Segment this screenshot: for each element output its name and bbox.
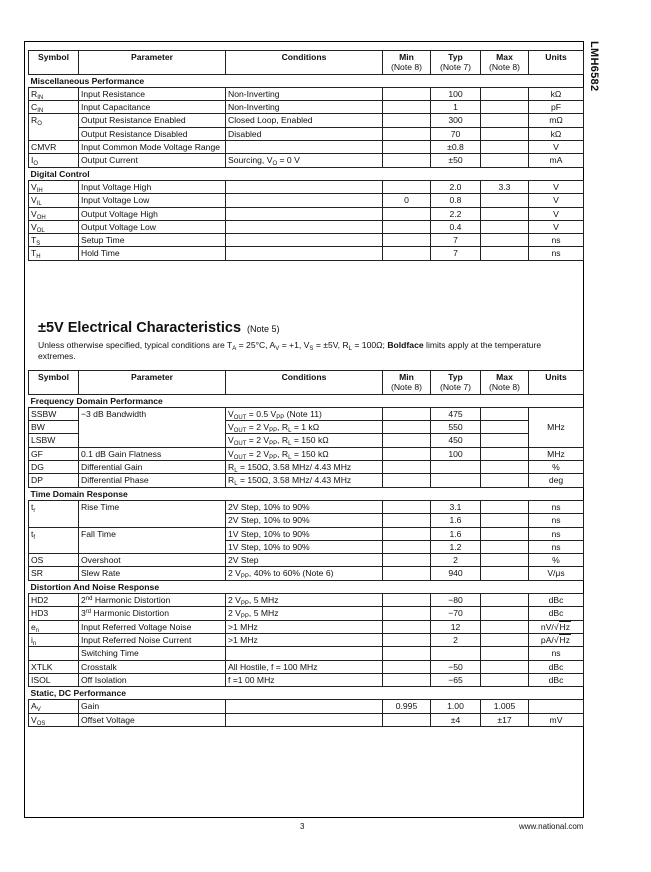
- table-cell: [481, 101, 529, 114]
- table-cell: [431, 647, 481, 660]
- table-cell: HD2: [29, 594, 79, 607]
- table-cell: −65: [431, 673, 481, 686]
- table-cell: $V_{OUT} = 2$ $V_{PP}$, $R_L = 150$ kΩ: [226, 447, 383, 460]
- table-cell: [226, 194, 383, 207]
- table-cell: 300: [431, 114, 481, 127]
- table-cell: $V_{OUT} = 0.5$ $V_{PP}$ (Note 11): [226, 407, 383, 420]
- table-cell: 0.1 dB Gain Flatness: [79, 447, 226, 460]
- table-cell: 2 $V_{PP}$, 5 MHz: [226, 607, 383, 620]
- table-cell: [383, 647, 431, 660]
- table-cell: $V_{OUT} = 2$ $V_{PP}$, $R_L = 150$ kΩ: [226, 434, 383, 447]
- table-cell: >1 MHz: [226, 620, 383, 633]
- table-cell: [226, 180, 383, 193]
- table-cell: GF: [29, 447, 79, 460]
- table-cell: [29, 647, 79, 660]
- table-cell: deg: [529, 474, 584, 487]
- table-cell: Switching Time: [79, 647, 226, 660]
- table-cell: 12: [431, 620, 481, 633]
- table-cell: 0.995: [383, 700, 431, 713]
- table-cell: [481, 607, 529, 620]
- table-cell: [383, 567, 431, 580]
- table-cell: [481, 594, 529, 607]
- table-cell: Parameter: [79, 371, 226, 395]
- table-cell: Overshoot: [79, 554, 226, 567]
- table-cell: OS: [29, 554, 79, 567]
- table-cell: ns: [529, 500, 584, 513]
- table-cell: [481, 434, 529, 447]
- table-row: [29, 620, 584, 633]
- table-cell: [481, 633, 529, 646]
- table-cell: 100: [431, 87, 481, 100]
- table-cell: [481, 660, 529, 673]
- table-cell: %: [529, 554, 584, 567]
- table-cell: 2 $V_{PP}$, 40% to 60% (Note 6): [226, 567, 383, 580]
- table-row: [29, 87, 584, 100]
- table-cell: ISOL: [29, 673, 79, 686]
- table-cell: [226, 247, 383, 260]
- table-row: [29, 500, 584, 513]
- table-cell: Output Current: [79, 154, 226, 167]
- section-digital-control: Digital Control: [29, 167, 584, 180]
- table-cell: Gain: [79, 700, 226, 713]
- table-cell: 1.005: [481, 700, 529, 713]
- section-title: ±5V Electrical Characteristics (Note 5): [38, 320, 280, 336]
- table-cell: [481, 647, 529, 660]
- table-cell: [481, 500, 529, 513]
- table-row: [29, 673, 584, 686]
- table-cell: [481, 620, 529, 633]
- table-cell: 2nd Harmonic Distortion: [79, 594, 226, 607]
- table-cell: $C_{IN}$: [29, 101, 79, 114]
- table-cell: [481, 527, 529, 540]
- table-cell: 0: [383, 194, 431, 207]
- table-cell: >1 MHz: [226, 633, 383, 646]
- table-row: [29, 713, 584, 726]
- table-cell: [226, 220, 383, 233]
- table-row: [29, 527, 584, 540]
- table-cell: Input Referred Voltage Noise: [79, 620, 226, 633]
- table-cell: [481, 540, 529, 553]
- table-cell: ±4: [431, 713, 481, 726]
- table-cell: ns: [529, 247, 584, 260]
- table-cell: 2 $V_{PP}$, 5 MHz: [226, 594, 383, 607]
- table-cell: Conditions: [226, 371, 383, 395]
- table-cell: [226, 207, 383, 220]
- table-cell: [383, 154, 431, 167]
- table-row: [29, 633, 584, 646]
- table-cell: [383, 220, 431, 233]
- table-cell: [383, 554, 431, 567]
- table-cell: [431, 461, 481, 474]
- table-cell: [431, 474, 481, 487]
- table-row: [29, 660, 584, 673]
- table-cell: pA/√Hz: [529, 633, 584, 646]
- header-conditions: Conditions: [226, 51, 383, 75]
- table-cell: [481, 567, 529, 580]
- table-cell: 3.3: [481, 180, 529, 193]
- table-row: [29, 407, 584, 420]
- table-cell: [383, 713, 431, 726]
- table-cell: Input Referred Noise Current: [79, 633, 226, 646]
- table-cell: 1.6: [431, 514, 481, 527]
- table-cell: dBc: [529, 607, 584, 620]
- table-row: [29, 220, 584, 233]
- table-row: [29, 194, 584, 207]
- table-cell: ±0.8: [431, 141, 481, 154]
- header-symbol: Symbol: [29, 51, 79, 75]
- table-cell: 1.6: [431, 527, 481, 540]
- table-cell: pF: [529, 101, 584, 114]
- table-cell: 1V Step, 10% to 90%: [226, 540, 383, 553]
- table-cell: [383, 594, 431, 607]
- table-cell: Sourcing, $V_O = 0$ V: [226, 154, 383, 167]
- table-cell: 450: [431, 434, 481, 447]
- table-cell: $V_{OUT} = 2$ $V_{PP}$, $R_L = 1$ kΩ: [226, 421, 383, 434]
- table-row: [29, 247, 584, 260]
- table-cell: [383, 114, 431, 127]
- table-cell: Rise Time: [79, 500, 226, 527]
- table-cell: V: [529, 194, 584, 207]
- table-cell: [481, 554, 529, 567]
- table-cell: [481, 247, 529, 260]
- table-cell: Input Common Mode Voltage Range: [79, 141, 226, 154]
- table-cell: [481, 447, 529, 460]
- table-cell: [383, 607, 431, 620]
- table-cell: mA: [529, 154, 584, 167]
- table-cell: [383, 434, 431, 447]
- table-cell: [226, 713, 383, 726]
- table-cell: 3rd Harmonic Distortion: [79, 607, 226, 620]
- table-cell: Hold Time: [79, 247, 226, 260]
- table-cell: [383, 540, 431, 553]
- table-cell: [481, 127, 529, 140]
- table-cell: [383, 127, 431, 140]
- table-cell: Units: [529, 371, 584, 395]
- table-cell: 7: [431, 234, 481, 247]
- table-cell: [226, 234, 383, 247]
- table-cell: SR: [29, 567, 79, 580]
- table-cell: Non-Inverting: [226, 101, 383, 114]
- table-cell: −70: [431, 607, 481, 620]
- table-cell: ns: [529, 514, 584, 527]
- table-cell: $V_{IL}$: [29, 194, 79, 207]
- part-number: LMH6582: [588, 41, 600, 92]
- table-cell: Off Isolation: [79, 673, 226, 686]
- table-cell: V: [529, 141, 584, 154]
- table-cell: $I_O$: [29, 154, 79, 167]
- table-cell: 1.00: [431, 700, 481, 713]
- table-row: [29, 607, 584, 620]
- table-cell: [226, 647, 383, 660]
- table-cell: Setup Time: [79, 234, 226, 247]
- section-distortion-noise: Distortion And Noise Response: [29, 580, 584, 593]
- table-cell: [481, 234, 529, 247]
- table-row: [29, 141, 584, 154]
- table-cell: [383, 141, 431, 154]
- section-frequency-domain: Frequency Domain Performance: [29, 394, 584, 407]
- table-cell: f =1 00 MHz: [226, 673, 383, 686]
- table-cell: [383, 514, 431, 527]
- table-cell: HD3: [29, 607, 79, 620]
- table-cell: −50: [431, 660, 481, 673]
- table-cell: $R_L = 150\Omega$, 3.58 MHz/ 4.43 MHz: [226, 474, 383, 487]
- table-cell: [383, 660, 431, 673]
- table-cell: 475: [431, 407, 481, 420]
- table-cell: $V_{OH}$: [29, 207, 79, 220]
- table-cell: [383, 234, 431, 247]
- table-cell: 2: [431, 554, 481, 567]
- table-cell: kΩ: [529, 127, 584, 140]
- table-cell: [226, 141, 383, 154]
- table-row: [29, 154, 584, 167]
- table-cell: [481, 154, 529, 167]
- table-cell: V/μs: [529, 567, 584, 580]
- table-cell: Disabled: [226, 127, 383, 140]
- table-cell: [481, 114, 529, 127]
- table-row: [29, 114, 584, 127]
- table-cell: [383, 461, 431, 474]
- table-cell: ns: [529, 540, 584, 553]
- table-cell: $V_{OS}$: [29, 713, 79, 726]
- table-row: [29, 461, 584, 474]
- table-cell: 2: [431, 633, 481, 646]
- table-cell: All Hostile, f = 100 MHz: [226, 660, 383, 673]
- page-number: 3: [300, 822, 305, 831]
- table-cell: $i_n$: [29, 633, 79, 646]
- table-cell: Max (Note 8): [481, 371, 529, 395]
- table-cell: SSBW: [29, 407, 79, 420]
- table-cell: [383, 633, 431, 646]
- table-cell: 0.4: [431, 220, 481, 233]
- table-cell: $e_n$: [29, 620, 79, 633]
- table-cell: ns: [529, 647, 584, 660]
- table-cell: ±50: [431, 154, 481, 167]
- table-cell: $t_r$: [29, 500, 79, 527]
- table-cell: [529, 700, 584, 713]
- table-cell: Offset Voltage: [79, 713, 226, 726]
- table-cell: [383, 527, 431, 540]
- spec-table-5v: [28, 370, 584, 727]
- table-cell: [481, 207, 529, 220]
- table-cell: MHz: [529, 407, 584, 447]
- table-cell: dBc: [529, 660, 584, 673]
- table-cell: ns: [529, 527, 584, 540]
- table-cell: [383, 247, 431, 260]
- table-cell: 2.0: [431, 180, 481, 193]
- table-cell: Fall Time: [79, 527, 226, 554]
- table-cell: 0.8: [431, 194, 481, 207]
- table-cell: ±17: [481, 713, 529, 726]
- table-cell: $V_{OL}$: [29, 220, 79, 233]
- table-cell: dBc: [529, 594, 584, 607]
- table-cell: MHz: [529, 447, 584, 460]
- footer-url[interactable]: www.national.com: [519, 822, 584, 831]
- table-cell: $R_{IN}$: [29, 87, 79, 100]
- table-cell: Typ (Note 7): [431, 371, 481, 395]
- table-cell: [383, 500, 431, 513]
- header-units: Units: [529, 51, 584, 75]
- table-cell: XTLK: [29, 660, 79, 673]
- table-cell: %: [529, 461, 584, 474]
- table-cell: 1.2: [431, 540, 481, 553]
- table-cell: 70: [431, 127, 481, 140]
- table-cell: Output Resistance Disabled: [79, 127, 226, 140]
- table-cell: V: [529, 207, 584, 220]
- table-header-row: [29, 51, 584, 75]
- table-cell: 2V Step, 10% to 90%: [226, 514, 383, 527]
- table-cell: [383, 474, 431, 487]
- table-cell: 1V Step, 10% to 90%: [226, 527, 383, 540]
- table-row: [29, 647, 584, 660]
- table-cell: [481, 407, 529, 420]
- header-max: Max (Note 8): [481, 51, 529, 75]
- table-cell: [481, 421, 529, 434]
- table-cell: Closed Loop, Enabled: [226, 114, 383, 127]
- table-cell: 3.1: [431, 500, 481, 513]
- table-cell: 100: [431, 447, 481, 460]
- table-row: [29, 594, 584, 607]
- table-row: [29, 567, 584, 580]
- table-cell: $V_{IH}$: [29, 180, 79, 193]
- table-cell: kΩ: [529, 87, 584, 100]
- table-cell: 550: [431, 421, 481, 434]
- table-cell: Slew Rate: [79, 567, 226, 580]
- table-cell: 1: [431, 101, 481, 114]
- table-cell: V: [529, 180, 584, 193]
- table-row: [29, 554, 584, 567]
- section-misc-performance: Miscellaneous Performance: [29, 74, 584, 87]
- header-parameter: Parameter: [79, 51, 226, 75]
- table-cell: Output Resistance Enabled: [79, 114, 226, 127]
- table-cell: [383, 447, 431, 460]
- table-cell: V: [529, 220, 584, 233]
- table-cell: Min (Note 8): [383, 371, 431, 395]
- table-cell: Input Resistance: [79, 87, 226, 100]
- header-typ: Typ (Note 7): [431, 51, 481, 75]
- table-cell: mΩ: [529, 114, 584, 127]
- section-static-dc: Static, DC Performance: [29, 687, 584, 700]
- spec-table-misc-digital: [28, 50, 584, 261]
- table-cell: [383, 620, 431, 633]
- table-cell: 2.2: [431, 207, 481, 220]
- table-cell: DP: [29, 474, 79, 487]
- header-min: Min (Note 8): [383, 51, 431, 75]
- table-cell: nV/√Hz: [529, 620, 584, 633]
- table-row: [29, 127, 584, 140]
- table-cell: $T_H$: [29, 247, 79, 260]
- table-cell: [383, 421, 431, 434]
- table-cell: $T_S$: [29, 234, 79, 247]
- table-cell: Crosstalk: [79, 660, 226, 673]
- table-cell: 940: [431, 567, 481, 580]
- table-cell: Input Capacitance: [79, 101, 226, 114]
- table-cell: [481, 141, 529, 154]
- table-cell: Output Voltage High: [79, 207, 226, 220]
- table-row: [29, 101, 584, 114]
- table-cell: [481, 87, 529, 100]
- table-cell: [481, 474, 529, 487]
- table-header-row: [29, 371, 584, 395]
- table-cell: [481, 673, 529, 686]
- table-cell: −3 dB Bandwidth: [79, 407, 226, 447]
- table-cell: [481, 220, 529, 233]
- table-cell: ns: [529, 234, 584, 247]
- table-cell: [383, 407, 431, 420]
- table-cell: −80: [431, 594, 481, 607]
- table-cell: [383, 673, 431, 686]
- table-cell: 7: [431, 247, 481, 260]
- table-cell: [383, 207, 431, 220]
- table-cell: [383, 101, 431, 114]
- table-cell: Symbol: [29, 371, 79, 395]
- table-cell: $R_O$: [29, 114, 79, 141]
- table-cell: Differential Gain: [79, 461, 226, 474]
- table-row: [29, 474, 584, 487]
- table-cell: Output Voltage Low: [79, 220, 226, 233]
- table-cell: BW: [29, 421, 79, 434]
- table-cell: CMVR: [29, 141, 79, 154]
- table-cell: Input Voltage Low: [79, 194, 226, 207]
- table-cell: $t_f$: [29, 527, 79, 554]
- table-cell: Non-Inverting: [226, 87, 383, 100]
- table-cell: [481, 514, 529, 527]
- table-cell: $R_L = 150\Omega$, 3.58 MHz/ 4.43 MHz: [226, 461, 383, 474]
- table-cell: [481, 461, 529, 474]
- table-cell: [481, 194, 529, 207]
- table-cell: mV: [529, 713, 584, 726]
- table-cell: LSBW: [29, 434, 79, 447]
- table-cell: 2V Step: [226, 554, 383, 567]
- table-row: [29, 234, 584, 247]
- table-cell: [226, 700, 383, 713]
- table-cell: [383, 180, 431, 193]
- section-time-domain: Time Domain Response: [29, 487, 584, 500]
- table-cell: DG: [29, 461, 79, 474]
- table-cell: [383, 87, 431, 100]
- table-row: [29, 180, 584, 193]
- table-cell: 2V Step, 10% to 90%: [226, 500, 383, 513]
- table-row: [29, 700, 584, 713]
- table-cell: $A_V$: [29, 700, 79, 713]
- table-cell: Differential Phase: [79, 474, 226, 487]
- table-row: [29, 447, 584, 460]
- table-row: [29, 207, 584, 220]
- section-intro: Unless otherwise specified, typical conditions are $T_A = 25^\circ C$, $A_V = +1$, $V_S = \pm 5V$, $R_L = 100\Omega$; Boldface limits apply at the temperature extremes.: [38, 340, 542, 361]
- table-cell: dBc: [529, 673, 584, 686]
- table-cell: Input Voltage High: [79, 180, 226, 193]
